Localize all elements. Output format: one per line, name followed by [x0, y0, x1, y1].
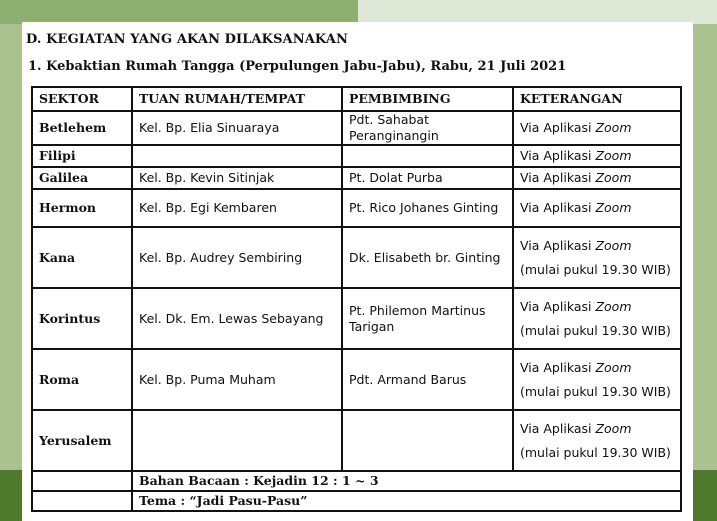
zoom-app-name: Zoom [595, 420, 632, 436]
pembimbing-cell: Pt. Dolat Purba [342, 167, 513, 189]
section-title: D. KEGIATAN YANG AKAN DILAKSANAKAN [26, 32, 348, 47]
zoom-app-name: Zoom [595, 120, 632, 135]
table-header-row [32, 87, 681, 111]
keterangan-via: Via Aplikasi [520, 237, 592, 253]
keterangan-note: (mulai pukul 19.30 WIB) [520, 322, 671, 338]
zoom-app-name: Zoom [595, 298, 632, 314]
sektor-cell: Hermon [32, 189, 132, 227]
pembimbing-cell: Pdt. Armand Barus [342, 349, 513, 410]
keterangan-note: (mulai pukul 19.30 WIB) [520, 383, 671, 399]
header-keterangan: KETERANGAN [513, 87, 681, 111]
tuan-rumah-cell: Kel. Bp. Audrey Sembiring [132, 227, 342, 288]
keterangan-cell [513, 349, 681, 410]
keterangan-cell [513, 227, 681, 288]
subsection-title: 1. Kebaktian Rumah Tangga (Perpulungen Jabu-Jabu), Rabu, 21 Juli 2021 [28, 59, 567, 74]
table-footer-row [32, 491, 681, 511]
tema: Tema : “Jadi Pasu-Pasu” [132, 491, 681, 511]
pembimbing-cell: Dk. Elisabeth br. Ginting [342, 227, 513, 288]
keterangan-via: Via Aplikasi [520, 420, 592, 436]
keterangan-via: Via Aplikasi [520, 170, 592, 185]
table-row [32, 189, 681, 227]
background-corner-left [0, 470, 24, 521]
keterangan-via: Via Aplikasi [520, 200, 592, 215]
tuan-rumah-cell: Kel. Dk. Em. Lewas Sebayang [132, 288, 342, 349]
pembimbing-cell: Pt. Rico Johanes Ginting [342, 189, 513, 227]
zoom-app-name: Zoom [595, 170, 632, 185]
tuan-rumah-cell: Kel. Bp. Kevin Sitinjak [132, 167, 342, 189]
sektor-cell: Kana [32, 227, 132, 288]
keterangan-via: Via Aplikasi [520, 359, 592, 375]
table-row [32, 349, 681, 410]
background-band-left [0, 0, 358, 24]
sektor-cell: Filipi [32, 145, 132, 167]
keterangan-note: (mulai pukul 19.30 WIB) [520, 444, 671, 460]
keterangan-cell [513, 288, 681, 349]
keterangan-via: Via Aplikasi [520, 298, 592, 314]
keterangan-note: (mulai pukul 19.30 WIB) [520, 261, 671, 277]
background-corner-right [693, 470, 717, 521]
table-row [32, 111, 681, 145]
table-row [32, 145, 681, 167]
keterangan-cell [513, 167, 681, 189]
tuan-rumah-cell: Kel. Bp. Elia Sinuaraya [132, 111, 342, 145]
sektor-cell: Yerusalem [32, 410, 132, 471]
sektor-cell: Roma [32, 349, 132, 410]
table-footer-row [32, 471, 681, 491]
pembimbing-cell [342, 145, 513, 167]
table-row [32, 410, 681, 471]
footer-empty-cell [32, 471, 132, 491]
table-row [32, 227, 681, 288]
background-band-right [358, 0, 717, 24]
pembimbing-cell [342, 410, 513, 471]
schedule-table [31, 86, 682, 512]
zoom-app-name: Zoom [595, 237, 632, 253]
header-sektor: SEKTOR [32, 87, 132, 111]
keterangan-via: Via Aplikasi [520, 148, 592, 163]
header-pembimbing: PEMBIMBING [342, 87, 513, 111]
tuan-rumah-cell: Kel. Bp. Egi Kembaren [132, 189, 342, 227]
tuan-rumah-cell [132, 145, 342, 167]
zoom-app-name: Zoom [595, 359, 632, 375]
keterangan-cell [513, 111, 681, 145]
zoom-app-name: Zoom [595, 148, 632, 163]
table-row [32, 167, 681, 189]
tuan-rumah-cell [132, 410, 342, 471]
keterangan-cell [513, 189, 681, 227]
pembimbing-cell: Pt. Philemon Martinus Tarigan [342, 288, 513, 349]
bahan-bacaan: Bahan Bacaan : Kejadin 12 : 1 ~ 3 [132, 471, 681, 491]
footer-empty-cell [32, 491, 132, 511]
document-page [22, 22, 693, 521]
zoom-app-name: Zoom [595, 200, 632, 215]
sektor-cell: Galilea [32, 167, 132, 189]
tuan-rumah-cell: Kel. Bp. Puma Muham [132, 349, 342, 410]
keterangan-cell [513, 410, 681, 471]
sektor-cell: Korintus [32, 288, 132, 349]
keterangan-via: Via Aplikasi [520, 120, 592, 135]
keterangan-cell [513, 145, 681, 167]
sektor-cell: Betlehem [32, 111, 132, 145]
pembimbing-cell: Pdt. Sahabat Peranginangin [342, 111, 513, 145]
header-tuan-rumah: TUAN RUMAH/TEMPAT [132, 87, 342, 111]
table-row [32, 288, 681, 349]
